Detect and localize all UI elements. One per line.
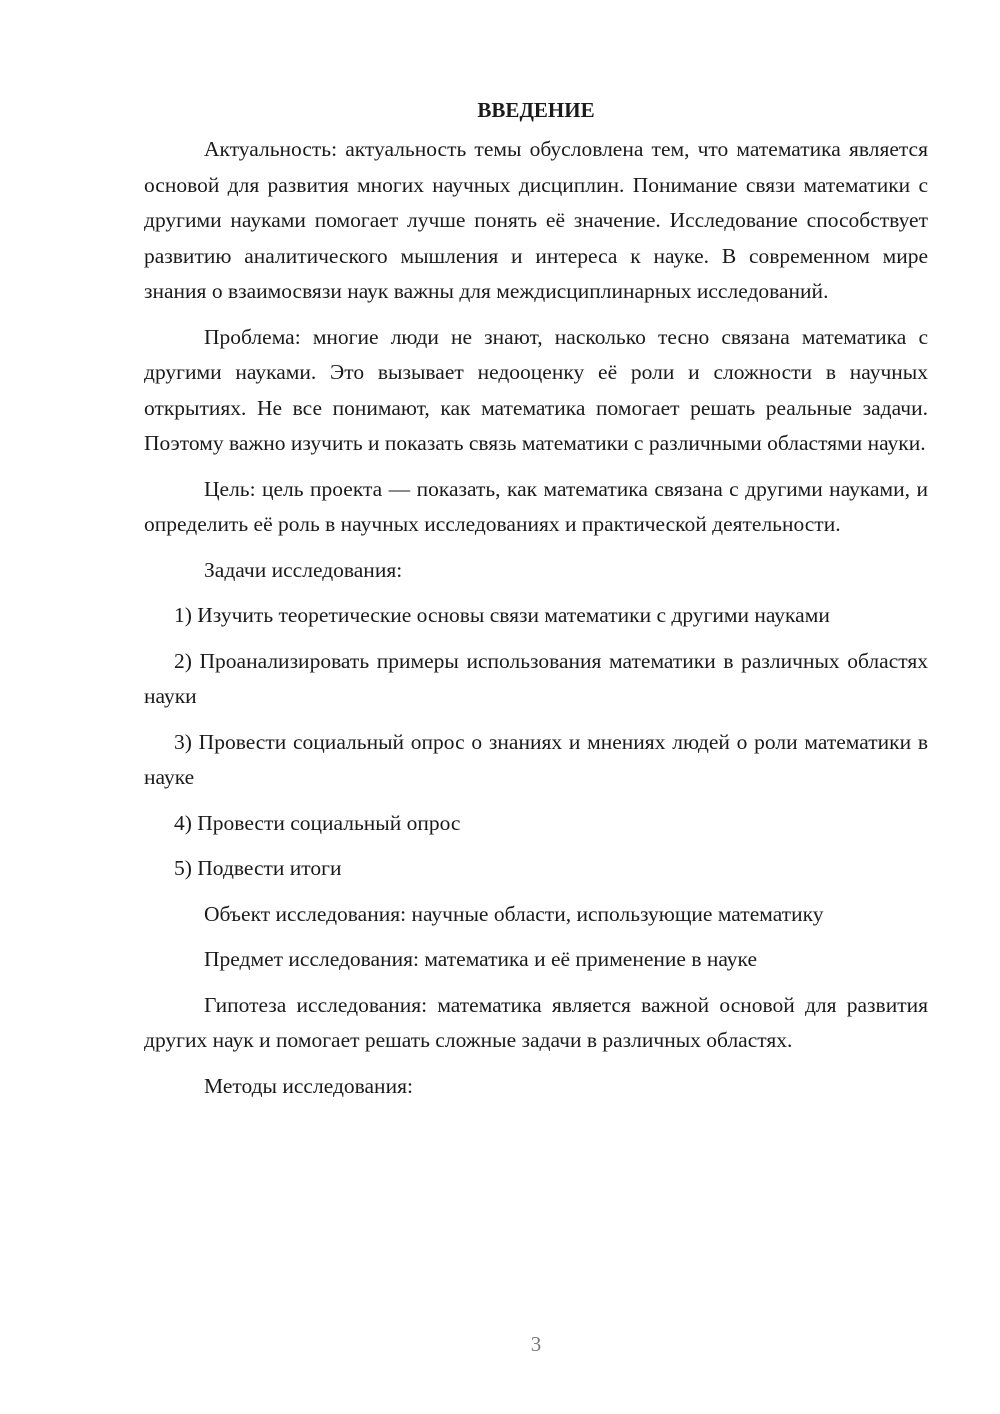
- page-number: 3: [530, 1332, 542, 1356]
- problem-paragraph: Проблема: многие люди не знают, насколько тесно связана математика с другими науками. Это вызывает недооценку её роли и сложности в научных открытиях. Не все понимают, как математика помогает решать реальные задачи. Поэтому важно изучить и показать связь математики с различными областями науки.: [144, 324, 928, 455]
- methods-heading: Методы исследования:: [204, 1073, 413, 1098]
- task-item: 2) Проанализировать примеры использования математики в различных областях науки: [144, 648, 928, 708]
- research-object: Объект исследования: научные области, использующие математику: [204, 901, 824, 926]
- task-item: 1) Изучить теоретические основы связи математики с другими науками: [174, 603, 830, 627]
- tasks-heading: Задачи исследования:: [204, 557, 403, 582]
- research-hypothesis: Гипотеза исследования: математика является важной основой для развития других наук и помогает решать сложные задачи в различных областях.: [144, 992, 928, 1052]
- document-page: [144, 92, 928, 1114]
- research-subject: Предмет исследования: математика и её применение в науке: [204, 947, 758, 971]
- section-title: ВВЕДЕНИЕ: [477, 98, 595, 122]
- goal-paragraph: Цель: цель проекта — показать, как математика связана с другими науками, и определить её роль в научных исследованиях и практической деятельности.: [144, 476, 928, 536]
- relevance-paragraph: Актуальность: актуальность темы обусловлена тем, что математика является основой для развития многих научных дисциплин. Понимание связи математики с другими науками помогает лучше понять её значение. Исследование способствует развитию аналитического мышления и интереса к науке. В современном мире знания о взаимосвязи наук важны для междисциплинарных исследований.: [144, 137, 928, 303]
- task-item: 4) Провести социальный опрос: [174, 810, 461, 835]
- task-item: 3) Провести социальный опрос о знаниях и мнениях людей о роли математики в науке: [144, 729, 928, 789]
- task-item: 5) Подвести итоги: [174, 856, 342, 880]
